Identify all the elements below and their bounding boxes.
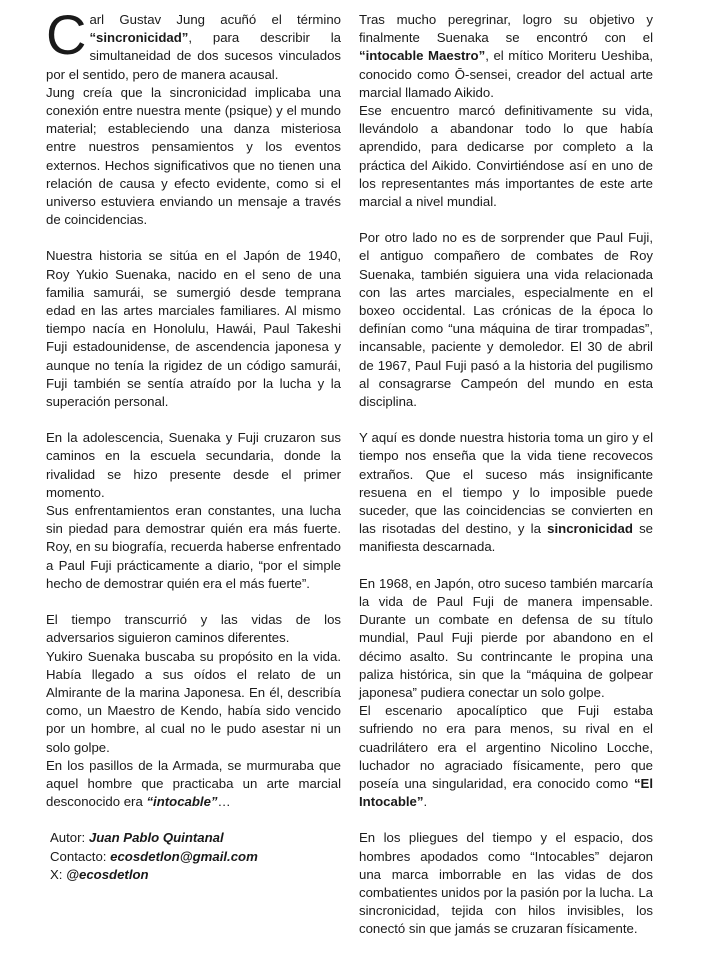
author-line: Autor: Juan Pablo Quintanal (50, 830, 224, 846)
term-intocable: “intocable” (146, 794, 218, 810)
author-name: Juan Pablo Quintanal (88, 830, 224, 846)
paragraph-aikido: Ese encuentro marcó definitivamente su vida, llevándolo a abandonar todo lo que había aprendido, para dedicarse por completo a la práctica del Aikido. Convirtiéndose así en uno de los representantes más importantes de este arte marcial a nivel mundial. (359, 103, 653, 210)
paragraph-twist: Y aquí es donde nuestra historia toma un giro y el tiempo nos enseña que la vida tiene recovecos extraños. Que el suceso más insignificante resuena en el tiempo y lo imposible puede suceder, que las coincidencias se convierten en las risotadas del destino, y la sincronicidad se manifiesta descarnada. (359, 430, 654, 555)
x-handle[interactable]: @ecosdetlon (66, 866, 149, 882)
paragraph-jung: Jung creía que la sincronicidad implicaba una conexión entre nuestra mente (psique) y el mundo material; estableciendo una danza misteriosa entre nuestros pensamientos y los eventos externos. Hechos significativos que no tienen una relación de causa y efecto evidente, como si el universo estuviera enviando un mensaje a través de coincidencias. (46, 84, 341, 228)
term-sincronicidad: “sincronicidad” (89, 30, 189, 46)
author-block (46, 829, 341, 884)
paragraph-adolescence: En la adolescencia, Suenaka y Fuji cruzaron sus caminos en la escuela secundaria, donde la rivalidad se hizo presente desde el primer momento. (46, 430, 341, 500)
paragraph-time-passed: El tiempo transcurrió y las vidas de los adversarios siguieron caminos diferentes. (46, 612, 341, 646)
paragraph-armada: En los pasillos de la Armada, se murmuraba que aquel hombre que practicaba un arte marcial desconocido era “intocable”… (46, 757, 341, 810)
paragraph-fuji-boxing: Por otro lado no es de sorprender que Paul Fuji, el antiguo compañero de combates de Roy Suenaka, también siguiera una vida relacionada con las artes marciales, especialmente en el boxeo occidental. Las crónicas de la época lo definían como “una máquina de tirar trompadas”, incansable, paciente y demoledor. El 30 de abril de 1967, Paul Fuji pasó a la historia del pugilismo al consagrarse Campeón del mundo en esta disciplina. (359, 230, 653, 410)
paragraph-conclusion: En los pliegues del tiempo y el espacio, dos hombres apodados como “Intocables” dejaron una marca imborrable en las vidas de dos combatientes unidos por la pasión por la lucha. La sincronicidad, tejida con hilos invisibles, los conectó sin que jamás se cruzaran físicamente. (359, 830, 653, 937)
term-intocable-maestro: “intocable Maestro” (359, 48, 486, 64)
paragraph-origins: Nuestra historia se sitúa en el Japón de 1940, Roy Yukio Suenaka, nacido en el seno de una familia samurái, se sumergió desde temprana edad en las artes marciales familiares. Al mismo tiempo nacía en Honolulu, Hawái, Paul Takeshi Fuji estadounidense, de ascendencia japonesa y aunque no tenía la rigidez de un código samurái, Fuji también se sentía atraído por la lucha y la superación personal. (46, 248, 341, 410)
paragraph-suenaka-search: Yukiro Suenaka buscaba su propósito en la vida. Había llegado a sus oídos el relato de un Almirante de la marina Japonesa. En él, describía como, un Maestro de Kendo, había sido vencido por un hombre, al cual no le pudo asestar ni un solo golpe. (46, 648, 341, 755)
drop-cap: C (46, 3, 87, 66)
paragraph-rivalry: Sus enfrentamientos eran constantes, una lucha sin piedad para demostrar quién era más fuerte. Roy, en su biografía, recuerda haberse enfrentado a Paul Fuji prácticamente a diario, “por el simple hecho de demostrar quién era el más fuerte”. (46, 503, 341, 591)
contact-email[interactable]: ecosdetlon@gmail.com (110, 848, 258, 864)
paragraph-1968: En 1968, en Japón, otro suceso también marcaría la vida de Paul Fuji de manera impensable. Durante un combate en defensa de su título mundial, Paul Fuji pierde por abandono en el décimo asalto. Su contrincante le propina una paliza histórica, sin que la “máquina de golpear japonesa” pudiera conectar un solo golpe. (359, 575, 653, 700)
right-column (359, 11, 653, 939)
term-sincronicidad-2: sincronicidad (547, 521, 633, 537)
paragraph-meeting-master: Tras mucho peregrinar, logro su objetivo y finalmente Suenaka se encontró con el “intocable Maestro”, el mítico Moriteru Ueshiba, conocido como Ō-sensei, creador del actual arte marcial llamado Aikido. (359, 12, 653, 100)
left-column (46, 3, 341, 884)
contact-line: Contacto: ecosdetlon@gmail.com (50, 848, 258, 864)
x-line: X: @ecosdetlon (50, 866, 149, 882)
intro-paragraph: Carl Gustav Jung acuñó el término “sincronicidad”, para describir la simultaneidad de dos sucesos vinculados por el sentido, pero de manera acausal. (46, 3, 341, 82)
term-el-intocable: “El Intocable” (359, 775, 653, 810)
paragraph-locche: El escenario apocalíptico que Fuji estaba sufriendo no era para menos, su rival en el cuadrilátero era el argentino Nicolino Locche, luchador no agraciado físicamente, pero que poseía una singularidad, era conocido como “El Intocable”. (359, 703, 653, 810)
